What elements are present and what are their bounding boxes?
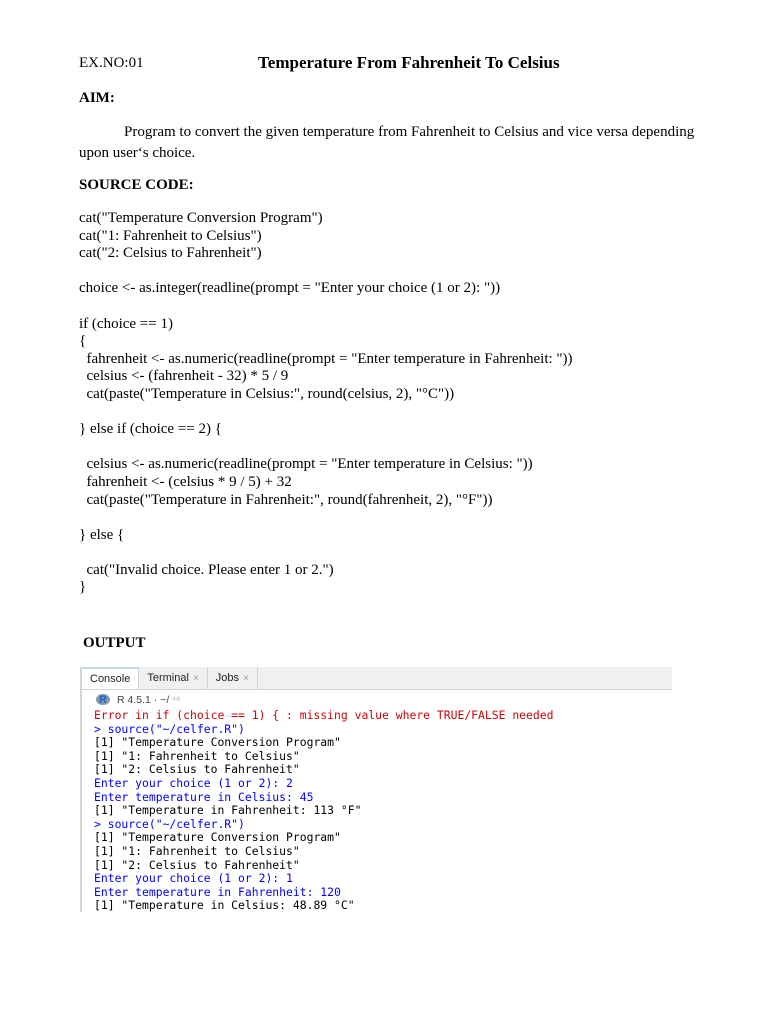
console-output xyxy=(82,709,672,912)
code-line: { xyxy=(79,333,87,350)
console-line: [1] "Temperature in Celsius: 48.89 °C" xyxy=(94,898,355,912)
code-line: cat(paste("Temperature in Fahrenheit:", round(fahrenheit, 2), "°F")) xyxy=(79,491,493,508)
r-version-label: R 4.5.1 · ~/ xyxy=(117,693,170,706)
code-line: fahrenheit <- as.numeric(readline(prompt = "Enter temperature in Fahrenheit: ")) xyxy=(79,350,573,367)
code-line: cat(paste("Temperature in Celsius:", round(celsius, 2), "°C")) xyxy=(79,385,455,402)
aim-heading: AIM: xyxy=(79,90,115,106)
console-line: [1] "2: Celsius to Fahrenheit" xyxy=(94,857,300,872)
close-tab-icon: × xyxy=(192,672,199,684)
tab-console xyxy=(82,667,139,689)
console-line: Error in if (choice == 1) { : missing value where TRUE/FALSE needed xyxy=(94,708,554,722)
console-line: Enter your choice (1 or 2): 1 xyxy=(94,871,293,886)
code-line: cat("1: Fahrenheit to Celsius") xyxy=(79,227,262,244)
console-line: Enter temperature in Celsius: 45 xyxy=(94,789,314,804)
console-line: [1] "Temperature in Fahrenheit: 113 °F" xyxy=(94,803,362,818)
code-line xyxy=(79,298,573,316)
console-tab-bar xyxy=(82,667,672,690)
code-line: celsius <- as.numeric(readline(prompt = "Enter temperature in Celsius: ")) xyxy=(79,456,533,473)
exercise-number: EX.NO:01 xyxy=(79,55,144,71)
page-title: Temperature From Fahrenheit To Celsius xyxy=(258,53,560,72)
code-line: celsius <- (fahrenheit - 32) * 5 / 9 xyxy=(79,368,289,385)
console-line: Enter temperature in Fahrenheit: 120 xyxy=(94,884,341,899)
tab-label: Console xyxy=(90,673,131,685)
console-line: > source("~/celfer.R") xyxy=(94,721,245,736)
tab-label: Jobs xyxy=(215,672,240,684)
console-line: [1] "1: Fahrenheit to Celsius" xyxy=(94,843,300,858)
console-line: [1] "1: Fahrenheit to Celsius" xyxy=(94,748,300,763)
code-line: choice <- as.integer(readline(prompt = "Enter your choice (1 or 2): ")) xyxy=(79,280,501,297)
code-line xyxy=(79,544,573,562)
console-line: Enter your choice (1 or 2): 2 xyxy=(94,775,293,790)
console-line: [1] "Temperature Conversion Program" xyxy=(94,830,341,845)
source-code-block xyxy=(79,210,573,597)
code-line xyxy=(79,404,573,422)
code-line: if (choice == 1) xyxy=(79,315,173,332)
code-line xyxy=(79,263,573,281)
rstudio-console-screenshot xyxy=(80,667,672,912)
tab-terminal xyxy=(139,667,207,689)
code-line xyxy=(79,509,573,527)
aim-text: Program to convert the given temperature from Fahrenheit to Celsius and vice versa depending upon user‘s choice. xyxy=(79,124,695,161)
r-logo-icon: R xyxy=(96,694,110,705)
source-code-heading: SOURCE CODE: xyxy=(79,177,194,193)
tab-label: Terminal xyxy=(147,672,189,684)
code-line: } else if (choice == 2) { xyxy=(79,421,222,438)
code-line: } xyxy=(79,579,87,596)
code-line: cat("2: Celsius to Fahrenheit") xyxy=(79,245,262,262)
code-line: cat("Invalid choice. Please enter 1 or 2.") xyxy=(79,561,334,578)
console-line: [1] "Temperature Conversion Program" xyxy=(94,735,341,750)
output-heading: OUTPUT xyxy=(83,635,146,651)
code-line: } else { xyxy=(79,526,125,543)
tab-jobs xyxy=(208,667,258,689)
console-line: [1] "2: Celsius to Fahrenheit" xyxy=(94,762,300,777)
code-line: fahrenheit <- (celsius * 9 / 5) + 32 xyxy=(79,473,292,490)
console-line: > source("~/celfer.R") xyxy=(94,816,245,831)
go-to-directory-icon: ⇨ xyxy=(172,694,181,705)
code-line xyxy=(79,439,573,457)
r-version-bar xyxy=(82,690,672,709)
code-line: cat("Temperature Conversion Program") xyxy=(79,210,323,226)
close-tab-icon: × xyxy=(243,672,249,684)
